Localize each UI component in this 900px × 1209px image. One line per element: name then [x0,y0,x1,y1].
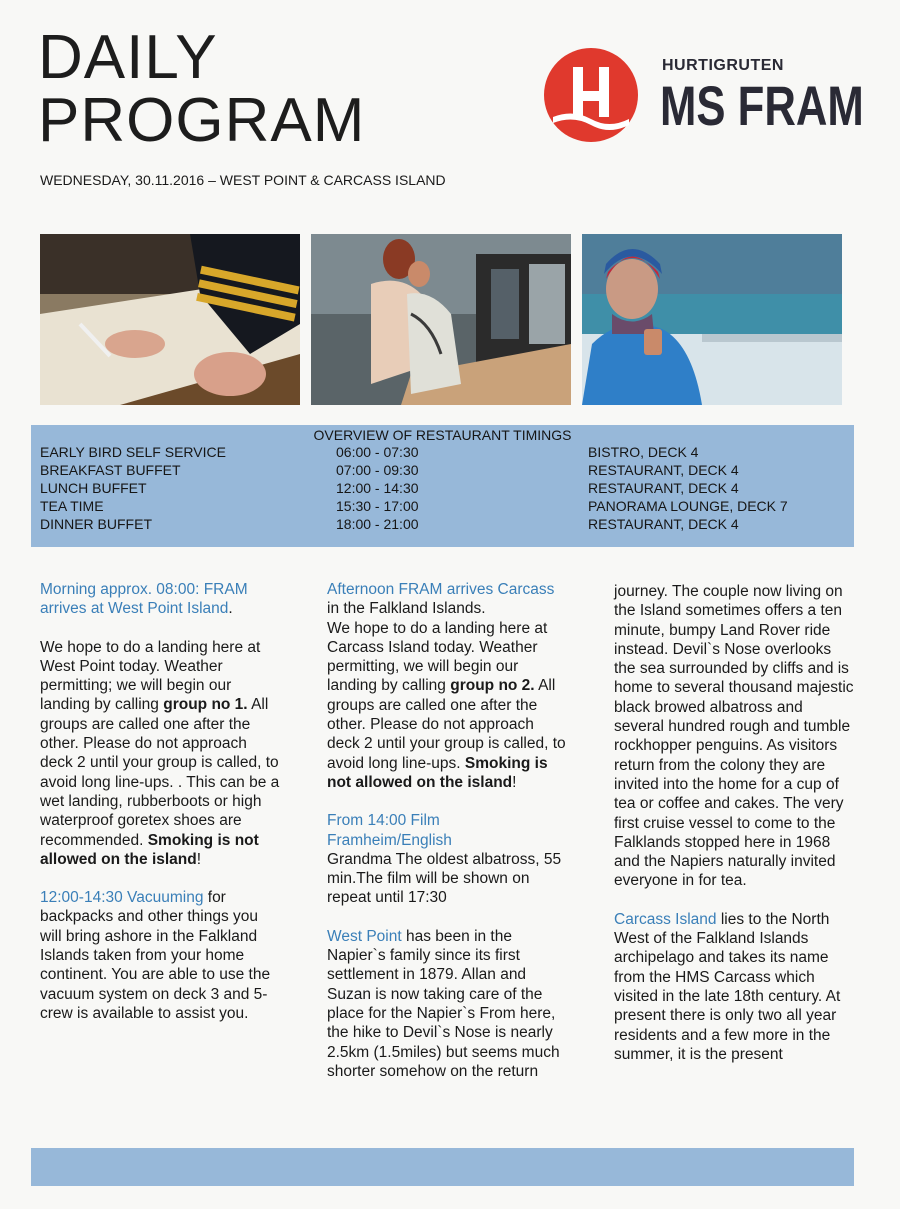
page-title [38,23,366,155]
group-number: group no 1. [163,696,248,714]
paragraph-heading: Carcass Island [614,910,717,928]
group-number: group no 2. [450,677,535,695]
meal-name: LUNCH BUFFET [40,480,147,496]
date-location-subtitle: WEDNESDAY, 30.11.2016 – WEST POINT & CARCASS ISLAND [40,172,446,188]
paragraph-arrival-west-point [40,580,280,619]
column-right [614,582,854,1083]
paragraph-west-point [327,927,569,1081]
paragraph-text: All groups are called one after the other. Please do not approach deck 2 until your group is called, to avoid long line-ups. . This can be a wet landing, rubberboots or high waterproof goretex shoes are recommended. [40,696,280,849]
paragraph-text: ! [512,773,517,791]
paragraph-vacuuming [40,888,280,1023]
paragraph-text: We hope to do a landing here at Carcass Island today. Weather permitting, we will begin our landing by calling [327,619,548,695]
paragraph-text: has been in the Napier`s family since its first settlement in 1879. Allan and Suzan is now taking care of the place for the Napier`s From here, the hike to Devil`s Nose is nearly 2.5km (1.5miles) but seems much shorter somehow on the return [327,927,560,1080]
meal-time: 12:00 - 14:30 [336,480,419,496]
restaurant-timings-table [31,425,854,547]
paragraph-film [327,811,569,907]
brand-name-small: HURTIGRUTEN [662,57,784,74]
paragraph-text: lies to the North West of the Falkland Islands archipelago and takes its name from the HMS Carcass which visited in the late 18th century. At present there is only two all year residents and a few more in the summer, it is the present [614,910,841,1063]
hurtigruten-logo-icon [543,47,639,143]
smoking-notice: Smoking is not allowed on the island [40,831,259,868]
meal-location: PANORAMA LOUNGE, DECK 7 [588,498,788,514]
table-row [31,461,854,479]
table-row [31,479,854,497]
meal-name: DINNER BUFFET [40,516,152,532]
paragraph-text: Grandma The oldest albatross, 55 min.The film will be shown on repeat until 17:30 [327,850,562,907]
title-line-2: PROGRAM [38,86,366,155]
table-row [31,515,854,533]
paragraph-carcass-island [614,910,854,1064]
meal-name: BREAKFAST BUFFET [40,462,181,478]
paragraph-heading: Morning approx. 08:00: FRAM arrives at West Point Island [40,581,248,618]
paragraph-heading: Afternoon FRAM arrives Carcass [327,581,555,598]
couple-map-photo [311,234,571,405]
smoking-notice: Smoking is not allowed on the island [327,754,548,791]
paragraph-text: for backpacks and other things you will bring ashore in the Falkland Islands taken from your home continent. You are able to use the vacuum system on deck 3 and 5- crew is available to assist you. [40,889,271,1022]
paragraph-heading: From 14:00 Film Framheim/English [327,812,452,849]
meal-location: RESTAURANT, DECK 4 [588,480,739,496]
paragraph-landing-group-1 [40,638,280,870]
meal-name: TEA TIME [40,498,104,514]
column-left [40,580,280,1042]
paragraph-text: in the Falkland Islands. [327,600,486,618]
passenger-deck-photo [582,234,842,405]
table-row [31,443,854,461]
paragraph-arrival-carcass [327,580,569,792]
paragraph-text: We hope to do a landing here at West Point today. Weather permitting; we will begin our landing by calling [40,638,261,714]
paragraph-text: ! [196,850,202,868]
meal-location: RESTAURANT, DECK 4 [588,462,739,478]
officer-chart-photo [40,234,300,405]
meal-name: EARLY BIRD SELF SERVICE [40,444,226,460]
paragraph-text: . [228,600,233,618]
paragraph-devils-nose: journey. The couple now living on the Island sometimes offers a ten minute, bumpy Land Rover ride instead. Devil`s Nose overlooks the sea surrounded by cliffs and is home to several thousand majestic black browed albatross and several hundred rough and tumble rockhopper penguins. As visitors return from the colony they are invited into the home for a cup of tea or coffee and cakes. The very first cruise vessel to come to the Falklands stopped here in 1968 and the Napiers naturally invited everyone in for tea. [614,583,854,890]
table-row [31,497,854,515]
ship-name: MS FRAM [660,74,864,137]
paragraph-heading: 12:00-14:30 Vacuuming [40,889,204,907]
timings-title: OVERVIEW OF RESTAURANT TIMINGS [313,427,572,443]
meal-time: 07:00 - 09:30 [336,462,419,478]
meal-location: BISTRO, DECK 4 [588,444,699,460]
meal-time: 15:30 - 17:00 [336,498,419,514]
paragraph-heading: West Point [327,927,402,945]
paragraph-text: All groups are called one after the other. Please do not approach deck 2 until your group is called, to avoid long line-ups. [327,677,566,772]
meal-location: RESTAURANT, DECK 4 [588,516,739,532]
title-line-1: DAILY [38,23,218,92]
meal-time: 06:00 - 07:30 [336,444,419,460]
footer-band [31,1148,854,1186]
column-middle [327,580,569,1100]
meal-time: 18:00 - 21:00 [336,516,419,532]
